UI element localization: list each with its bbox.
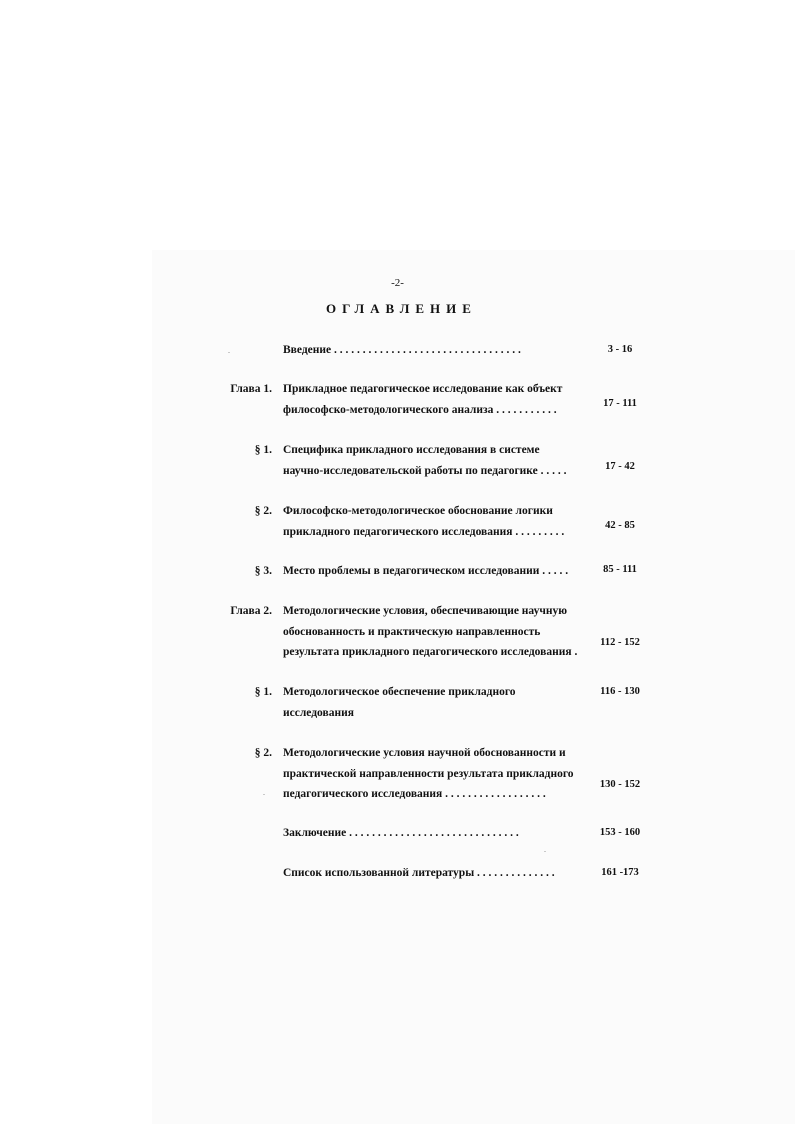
toc-entry-pages: 161 -173 <box>601 867 639 878</box>
scan-speck <box>263 794 265 795</box>
toc-entry-number: § 2. <box>254 505 272 517</box>
toc-entry-pages: 3 - 16 <box>607 344 633 355</box>
toc-entry-text <box>283 340 588 361</box>
toc-entry-text <box>283 601 588 663</box>
toc-entry-line: Введение . . . . . . . . . . . . . . . . . . . . . . . . . . . . . . . . . <box>283 344 521 356</box>
toc-entry-number: Глава 1. <box>230 383 272 395</box>
toc-entry-number: § 1. <box>254 444 272 456</box>
toc-entry-text <box>283 682 588 723</box>
toc-entry-number: § 3. <box>254 565 272 577</box>
toc-entry-number: Глава 2. <box>230 605 272 617</box>
toc-entry-line: философско-методологического анализа . . . . . . . . . . . <box>283 403 557 416</box>
toc-entry-line: Специфика прикладного исследования в системе <box>283 444 540 456</box>
toc-entry-pages: 153 - 160 <box>599 827 641 838</box>
toc-entry-pages: 112 - 152 <box>600 637 640 648</box>
toc-entry-text <box>283 440 588 481</box>
scan-speck <box>544 851 546 852</box>
toc-entry-pages: 42 - 85 <box>605 520 635 531</box>
toc-entry-number: § 2. <box>254 747 272 759</box>
toc-entry-text <box>283 561 588 582</box>
toc-entry-text <box>283 501 588 542</box>
toc-entry-line: Философско-методологическое обоснование логики <box>283 505 553 517</box>
toc-entry-pages: 130 - 152 <box>599 779 641 790</box>
page-number: -2- <box>391 277 404 289</box>
toc-entry-pages: 85 - 111 <box>603 564 637 575</box>
toc-entry-pages: 17 - 42 <box>605 461 635 472</box>
toc-entry-number: § 1. <box>254 686 272 698</box>
scan-speck <box>228 352 230 353</box>
toc-entry-line: Методологические условия, обеспечивающие научную <box>283 605 567 617</box>
toc-entry-line: обоснованность и практическую направленность <box>283 625 541 638</box>
toc-entry-line: исследования <box>283 706 354 719</box>
toc-entry-line: результата прикладного педагогического исследования . <box>283 646 578 658</box>
toc-entry-line: практической направленности результата прикладного <box>283 767 574 780</box>
toc-entry-text <box>283 823 588 844</box>
toc-entry-line: прикладного педагогического исследования . . . . . . . . . <box>283 525 565 538</box>
toc-title: ОГЛАВЛЕНИЕ <box>326 301 477 316</box>
toc-entry-pages: 116 - 130 <box>600 686 640 697</box>
toc-entry-pages: 17 - 111 <box>603 398 637 409</box>
toc-entry-line: Список использованной литературы . . . . . . . . . . . . . . <box>283 867 555 879</box>
toc-entry-text <box>283 743 588 805</box>
toc-entry-line: Методологическое обеспечение прикладного <box>283 686 516 698</box>
toc-entry-line: научно-исследовательской работы по педагогике . . . . . <box>283 464 567 477</box>
toc-entry-line: Заключение . . . . . . . . . . . . . . . . . . . . . . . . . . . . . . <box>283 827 519 839</box>
toc-entry-text <box>283 863 588 884</box>
toc-entry-text <box>283 379 588 420</box>
toc-entry-line: Место проблемы в педагогическом исследовании . . . . . <box>283 565 569 577</box>
toc-entry-line: педагогического исследования . . . . . . . . . . . . . . . . . . <box>283 788 546 800</box>
toc-entry-line: Прикладное педагогическое исследование как объект <box>283 383 563 395</box>
toc-entry-line: Методологические условия научной обоснованности и <box>283 747 566 759</box>
